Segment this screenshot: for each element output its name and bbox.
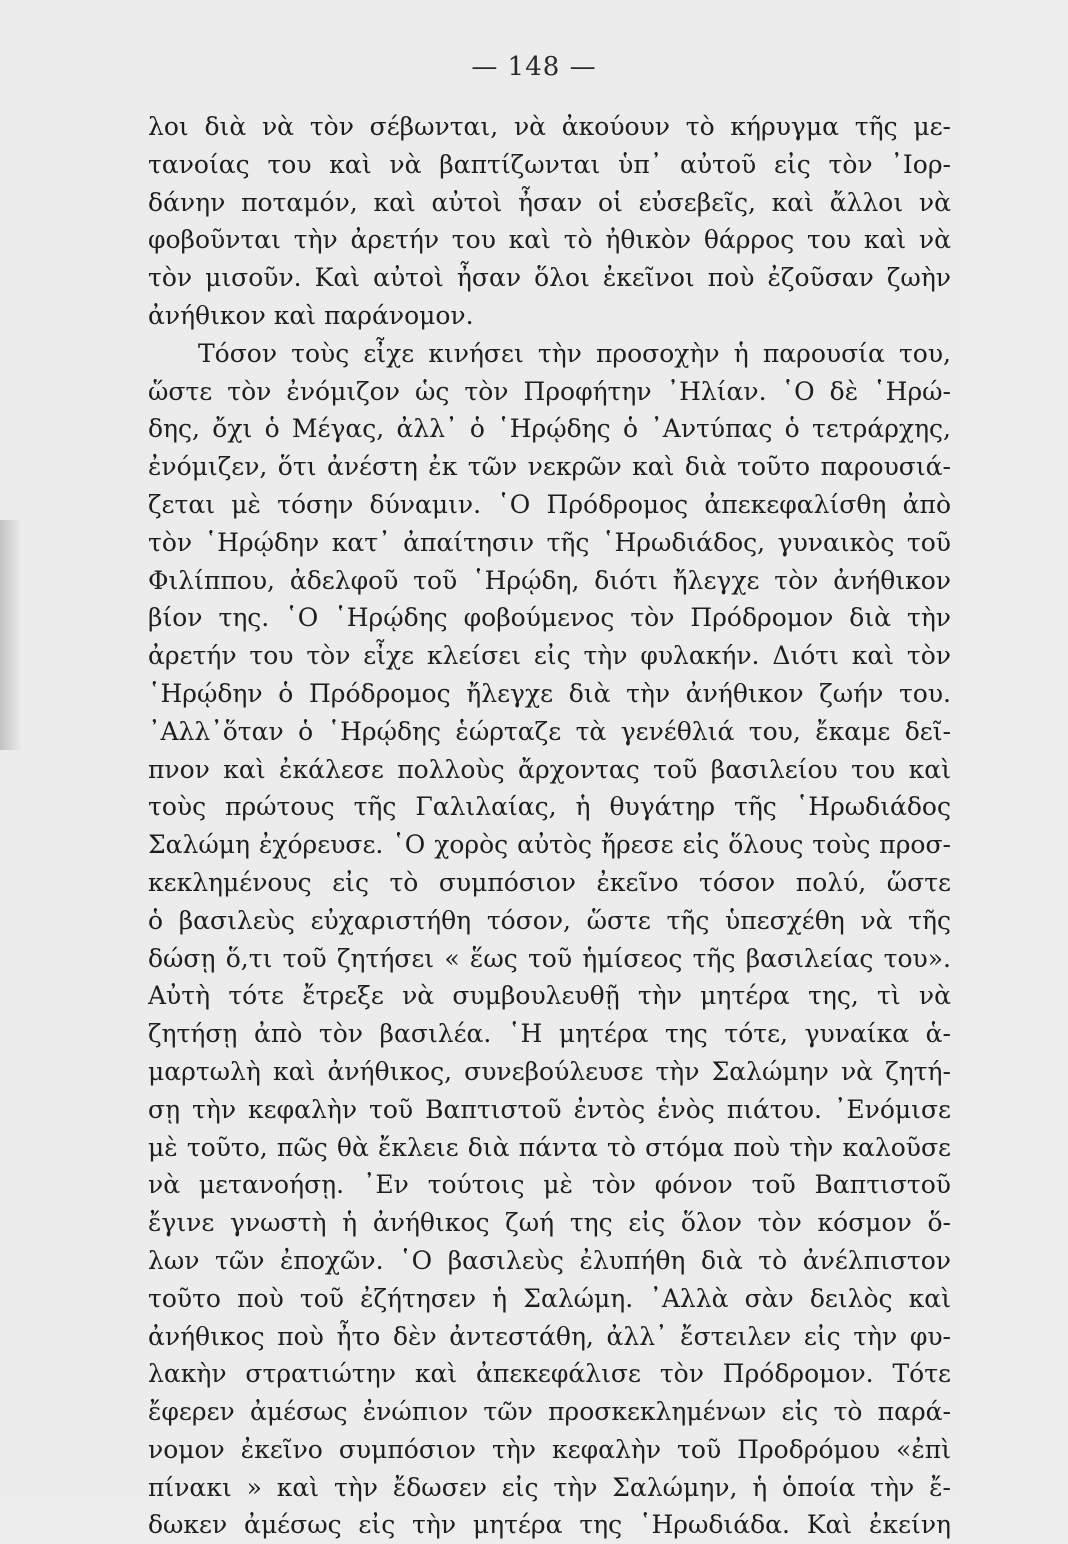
- text-line: νομον ἐκεῖνο συμπόσιον τὴν κεφαλὴν τοῦ Προδρόμου «ἐπὶ: [148, 1434, 951, 1464]
- text-line: λων τῶν ἐποχῶν. ῾Ο βασιλεὺς ἐλυπήθη διὰ τὸ ἀνέλπιστον: [148, 1245, 951, 1275]
- text-line: ὁ βασιλεὺς εὐχαριστήθη τόσον, ὥστε τῆς ὑπεσχέθη νὰ τῆς: [148, 905, 951, 935]
- text-line: δωκεν ἀμέσως εἰς τὴν μητέρα της ῾Ηρωδιάδα. Καὶ ἐκείνη: [148, 1510, 951, 1540]
- text-line: ὥστε τὸν ἐνόμιζον ὡς τὸν Προφήτην ᾿Ηλίαν. ῾Ο δὲ ῾Ηρώ-: [148, 376, 951, 406]
- text-line: τοὺς πρώτους τῆς Γαλιλαίας, ἡ θυγάτηρ τῆς ῾Ηρωδιάδος: [148, 792, 951, 822]
- text-line: δης, ὄχι ὁ Μέγας, ἀλλ᾽ ὁ ῾Ηρῴδης ὁ ᾿Αντύπας ὁ τετράρχης,: [148, 414, 951, 444]
- text-line: πίνακι » καὶ τὴν ἔδωσεν εἰς τὴν Σαλώμην, ἡ ὁποία τὴν ἔ-: [148, 1472, 951, 1502]
- text-line: λοι διὰ νὰ τὸν σέβωνται, νὰ ἀκούουν τὸ κήρυγμα τῆς με-: [148, 112, 951, 141]
- text-line: Φιλίππου, ἀδελφοῦ τοῦ ῾Ηρῴδη, διότι ἤλεγχε τὸν ἀνήθικον: [148, 565, 951, 595]
- text-line: δάνην ποταμόν, καὶ αὐτοὶ ἦσαν οἱ εὐσεβεῖς, καὶ ἄλλοι νὰ: [148, 187, 951, 217]
- text-line: ἔγινε γνωστὴ ἡ ἀνήθικος ζωή της εἰς ὅλον τὸν κόσμον ὅ-: [148, 1208, 951, 1238]
- text-line: πνον καὶ ἐκάλεσε πολλοὺς ἄρχοντας τοῦ βασιλείου του καὶ: [148, 754, 951, 784]
- text-line: τὸν μισοῦν. Καὶ αὐτοὶ ἦσαν ὅλοι ἐκεῖνοι ποὺ ἐζοῦσαν ζωὴν: [148, 263, 951, 293]
- text-line: βίον της. ῾Ο ῾Ηρῴδης φοβούμενος τὸν Πρόδρομον διὰ τὴν: [148, 603, 951, 633]
- text-line: Αὐτὴ τότε ἔτρεξε νὰ συμβουλευθῇ τὴν μητέρα της, τὶ νὰ: [148, 981, 951, 1011]
- body-text: [148, 108, 951, 1544]
- text-line: τανοίας του καὶ νὰ βαπτίζωνται ὑπ᾽ αὐτοῦ εἰς τὸν ᾿Ιορ-: [148, 149, 951, 179]
- text-line: ῾Ηρῴδην ὁ Πρόδρομος ἤλεγχε διὰ τὴν ἀνήθικον ζωήν του.: [148, 678, 951, 708]
- text-line: Τόσον τοὺς εἶχε κινήσει τὴν προσοχὴν ἡ παρουσία του,: [198, 338, 951, 368]
- text-line: ζεται μὲ τόσην δύναμιν. ῾Ο Πρόδρομος ἀπεκεφαλίσθη ἀπὸ: [148, 489, 951, 519]
- text-line: μὲ τοῦτο, πῶς θὰ ἔκλειε διὰ πάντα τὸ στόμα ποὺ τὴν καλοῦσε: [148, 1132, 951, 1162]
- text-line: δώσῃ ὅ,τι τοῦ ζητήσει « ἕως τοῦ ἡμίσεος τῆς βασιλείας του».: [148, 943, 951, 973]
- text-line: ἐνόμιζεν, ὅτι ἀνέστη ἐκ τῶν νεκρῶν καὶ διὰ τοῦτο παρουσιά-: [148, 452, 951, 482]
- text-line: ἀνήθικον καὶ παράνομον.: [148, 300, 474, 330]
- text-line: ᾿Αλλ᾽ὅταν ὁ ῾Ηρῴδης ἑώρταζε τὰ γενέθλιά του, ἔκαμε δεῖ-: [148, 716, 951, 746]
- text-line: φοβοῦνται τὴν ἀρετήν του καὶ τὸ ἠθικὸν θάρρος του καὶ νὰ: [148, 225, 951, 255]
- text-line: τὸν ῾Ηρῴδην κατ᾽ ἀπαίτησιν τῆς ῾Ηρωδιάδος, γυναικὸς τοῦ: [148, 527, 951, 557]
- scan-edge-shadow: [0, 520, 22, 750]
- text-line: ἀνήθικος ποὺ ἦτο δὲν ἀντεστάθη, ἀλλ᾽ ἔστειλεν εἰς τὴν φυ-: [148, 1321, 951, 1351]
- text-line: Σαλώμη ἐχόρευσε. ῾Ο χορὸς αὐτὸς ἤρεσε εἰς ὅλους τοὺς προσ-: [148, 830, 951, 860]
- text-line: ἀρετήν του τὸν εἶχε κλείσει εἰς τὴν φυλακήν. Διότι καὶ τὸν: [148, 641, 951, 671]
- page-number: — 148 —: [471, 52, 597, 82]
- text-line: τοῦτο ποὺ τοῦ ἐζήτησεν ἡ Σαλώμη. ᾿Αλλὰ σὰν δειλὸς καὶ: [148, 1283, 951, 1313]
- text-line: ἔφερεν ἀμέσως ἐνώπιον τῶν προσκεκλημένων εἰς τὸ παρά-: [148, 1397, 951, 1427]
- text-line: λακὴν στρατιώτην καὶ ἀπεκεφάλισε τὸν Πρόδρομον. Τότε: [148, 1359, 951, 1389]
- text-line: κεκλημένους εἰς τὸ συμπόσιον ἐκεῖνο τόσον πολύ, ὥστε: [148, 867, 951, 897]
- text-line: μαρτωλὴ καὶ ἀνήθικος, συνεβούλευσε τὴν Σαλώμην νὰ ζητή-: [148, 1056, 951, 1086]
- text-line: σῃ τὴν κεφαλὴν τοῦ Βαπτιστοῦ ἐντὸς ἑνὸς πιάτου. ᾿Ενόμισε: [148, 1094, 951, 1124]
- text-line: ζητήσῃ ἀπὸ τὸν βασιλέα. ῾Η μητέρα της τότε, γυναίκα ἁ-: [148, 1019, 951, 1049]
- text-line: νὰ μετανοήσῃ. ᾿Εν τούτοις μὲ τὸν φόνον τοῦ Βαπτιστοῦ: [148, 1170, 951, 1200]
